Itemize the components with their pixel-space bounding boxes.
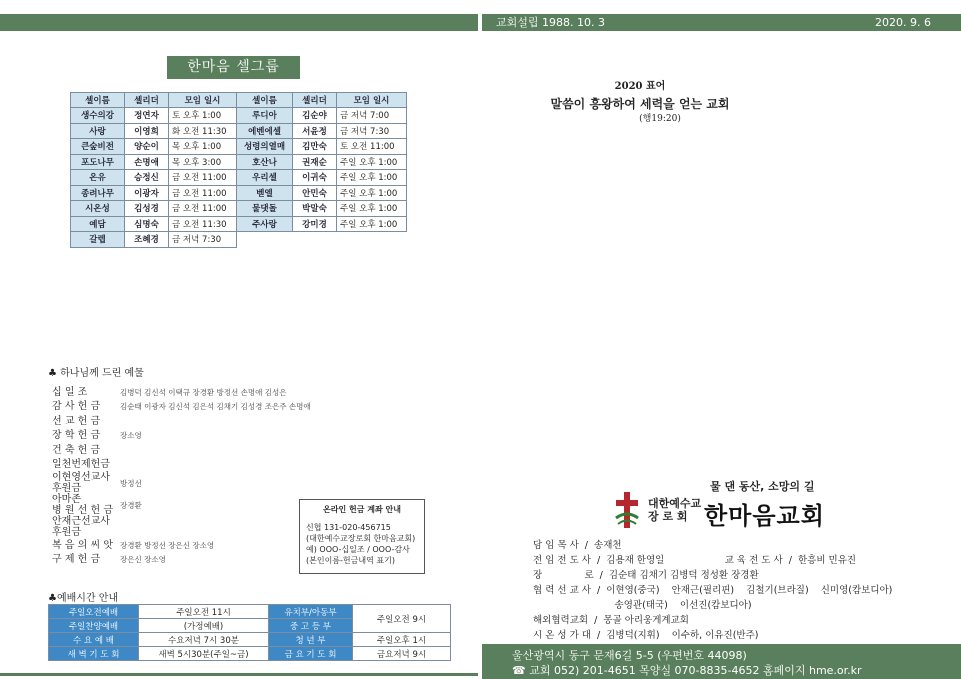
offering-row [52,443,312,458]
meeting-time: 금 오전 11:00 [169,170,237,186]
meeting-time: 화 오전 11:30 [169,123,237,139]
meeting-time: 금 오전 11:30 [169,216,237,232]
cell-table-row [71,123,407,139]
cell-name: 우리셀 [237,170,293,186]
cell-leader: 강미경 [293,216,337,232]
denomination [648,497,701,523]
meeting-time: 주일 오후 1:00 [337,170,407,186]
meeting-time: 금 오전 11:00 [169,185,237,201]
cell-leader: 심명숙 [125,216,169,232]
offering-row [52,553,312,568]
meeting-time: 금 저녁 7:00 [337,108,407,124]
offering-label: 안재근선교사 후원금 [52,516,110,538]
bottom-band-left [0,673,478,676]
service-label: 새 벽 기 도 회 [49,647,139,661]
offering-label: 선 교 헌 금 [52,415,101,427]
offering-names: 장소영 [120,431,142,441]
col-header: 셀이름 [71,93,125,108]
service-row [49,647,451,661]
offering-label: 구 제 헌 금 [52,554,101,566]
church-name: 한마음교회 [704,502,825,530]
offering-label: 감 사 헌 금 [52,401,101,413]
cell-name: 포도나무 [71,154,125,170]
offering-row [52,458,312,473]
service-value: 금요저녁 9시 [353,647,451,661]
cell-leader: 양순이 [125,139,169,155]
account-line: 신협 131-020-456715 [306,523,391,532]
cell-leader: 김만숙 [293,139,337,155]
motto-main: 말씀이 흥왕하여 세력을 얻는 교회 [550,97,730,111]
meeting-time: 주일 오후 1:00 [337,154,407,170]
service-label: 중 고 등 부 [269,619,353,633]
col-header: 모임 일시 [337,93,407,108]
offering-names: 김순태 이광자 김신석 김은석 김채기 김성경 조은주 손명애 [120,402,311,412]
cell-leader: 박말숙 [293,201,337,217]
cell-leader: 이귀숙 [293,170,337,186]
offering-label: 아마존 병 원 선 헌 금 [52,494,114,516]
offering-row [52,429,312,444]
meeting-time: 주일 오후 1:00 [337,216,407,232]
cell-leader [293,232,337,248]
meeting-time: 토 오후 1:00 [169,108,237,124]
cell-name: 시온성 [71,201,125,217]
cell-name: 벧엘 [237,185,293,201]
offering-names: 장은신 장소영 [120,555,166,565]
cell-name: 온유 [71,170,125,186]
cell-leader: 김성경 [125,201,169,217]
offering-row [52,538,312,553]
meeting-time: 금 저녁 7:30 [169,232,237,248]
col-header: 셀리더 [293,93,337,108]
cross-logo-icon [614,490,640,530]
meeting-time: 금 오전 11:00 [169,201,237,217]
bulletin-date: 2020. 9. 6 [875,16,931,29]
cell-name [237,232,293,248]
offering-row [52,385,312,400]
cell-table-row [71,170,407,186]
service-times-table [48,604,451,661]
cell-leader: 정연자 [125,108,169,124]
service-row [49,605,451,619]
cell-table-row [71,108,407,124]
denomination-line: 장 로 회 [648,510,688,523]
offerings-heading: ♣ 하나님께 드린 예물 [48,368,144,379]
account-line: 예) OOO-십일조 / OOO-감사 [306,545,410,554]
cell-leader: 김순야 [293,108,337,124]
cell-name: 갈렙 [71,232,125,248]
cell-name: 성령의열매 [237,139,293,155]
service-value: 주일오후 1시 [353,633,451,647]
offering-row [52,400,312,415]
meeting-time: 토 오전 11:00 [337,139,407,155]
cell-name: 종려나무 [71,185,125,201]
service-row [49,633,451,647]
cell-name: 루디아 [237,108,293,124]
meeting-time: 목 오후 1:00 [169,139,237,155]
offering-row [52,414,312,429]
service-value: (가정예배) [139,619,269,633]
cell-name: 생수의강 [71,108,125,124]
cell-name: 물댓돌 [237,201,293,217]
cell-table-header-row [71,93,407,108]
cell-name: 호산나 [237,154,293,170]
cell-leader: 조혜경 [125,232,169,248]
staff-row: 송영관(태국) 이선진(캄보디아) [533,600,752,611]
top-band-right [482,14,961,31]
staff-row: 시 온 성 가 대 / 김병덕(지휘) 이수하, 이유진(반주) [533,630,759,641]
service-value: 주일오전 11시 [139,605,269,619]
staff-row: 전 임 전 도 사 / 김용재 한영일 교 육 전 도 사 / 한흥비 민유진 [533,555,857,566]
cell-table-row [71,139,407,155]
church-contact: ☎ 교회 052) 201-4651 목양실 070-8835-4652 홈페이지 hme.or.kr [512,664,862,677]
cell-leader: 손명애 [125,154,169,170]
established-date: 교회설립 1988. 10. 3 [496,16,605,29]
cell-name: 주사랑 [237,216,293,232]
staff-row: 해외협력교회 / 몽골 아리웅게계교회 [533,615,689,626]
cell-name: 큰숲비전 [71,139,125,155]
col-header: 셀이름 [237,93,293,108]
cell-table-row [71,201,407,217]
cell-table-row [71,216,407,232]
cell-name: 에벤에셀 [237,123,293,139]
offering-names: 장경환 방정선 장은신 장소영 [120,540,215,550]
offering-label: 건 축 헌 금 [52,444,101,456]
cell-name: 사랑 [71,123,125,139]
offerings-list [52,385,312,567]
meeting-time: 주일 오후 1:00 [337,185,407,201]
meeting-time: 주일 오후 1:00 [337,201,407,217]
staff-row: 협 력 선 교 사 / 이현영(중국) 안재근(필리핀) 김철기(브라질) 신미영(캄보디아) [533,585,893,596]
cell-group-title: 한마음 셀그룹 [167,56,300,79]
service-label: 유치부/아동부 [269,605,353,619]
offering-row [52,494,312,516]
motto-reference: (행19:20) [639,114,681,124]
cell-table-row [71,154,407,170]
cell-leader: 승정신 [125,170,169,186]
denomination-line: 대한예수교 [648,497,702,510]
service-value: 새벽 5시30분(주일~금) [139,647,269,661]
cell-table-row [71,185,407,201]
service-times-heading: ♣예배시간 안내 [48,593,119,604]
col-header: 셀리더 [125,93,169,108]
service-value: 주일오전 9시 [353,605,451,633]
service-value: 수요저녁 7시 30분 [139,633,269,647]
offering-row [52,516,312,538]
offering-label: 장 학 헌 금 [52,430,101,442]
cell-leader: 권재순 [293,154,337,170]
service-label: 청 년 부 [269,633,353,647]
online-account-box [299,499,425,574]
offering-row [52,472,312,494]
cell-leader: 이영희 [125,123,169,139]
offering-names: 장경환 [120,500,142,510]
service-label: 주일오전예배 [49,605,139,619]
col-header: 모임 일시 [169,93,237,108]
service-label: 금 요 기 도 회 [269,647,353,661]
staff-list [533,538,892,643]
service-label: 주일찬양예배 [49,619,139,633]
cell-leader: 이광자 [125,185,169,201]
cell-group-table [70,92,407,248]
offering-label: 일천번제헌금 [52,459,110,471]
offering-label: 십 일 조 [52,386,88,398]
cell-leader: 서윤정 [293,123,337,139]
cell-table-row [71,232,407,248]
account-title: 온라인 헌금 계좌 안내 [323,505,401,514]
offering-names: 김병덕 김신석 이택규 장경환 방정선 손명애 김성은 [120,387,287,397]
meeting-time: 목 오후 3:00 [169,154,237,170]
cell-name: 예담 [71,216,125,232]
staff-row: 담 임 목 사 / 송재천 [533,540,622,551]
account-line: (본인이름-헌금내역 표기) [306,556,395,565]
motto-year: 2020 표어 [614,81,666,92]
church-slogan: 물 댄 동산, 소망의 길 [710,480,815,493]
account-line: (대한예수교장로회 한마음교회) [306,534,416,543]
cell-leader: 안민숙 [293,185,337,201]
staff-row: 장 로 / 김순태 김채기 김병덕 정성환 장경환 [533,570,759,581]
meeting-time: 금 저녁 7:30 [337,123,407,139]
church-address: 울산광역시 동구 문재6길 5-5 (우편번호 44098) [512,649,747,662]
offering-label: 복 음 의 씨 앗 [52,539,114,551]
service-label: 수 요 예 배 [49,633,139,647]
offering-label: 이현영선교사 후원금 [52,472,110,494]
meeting-time [337,232,407,248]
top-band-left [0,14,478,31]
offering-names: 방정선 [120,478,142,488]
footer-band [482,644,961,679]
